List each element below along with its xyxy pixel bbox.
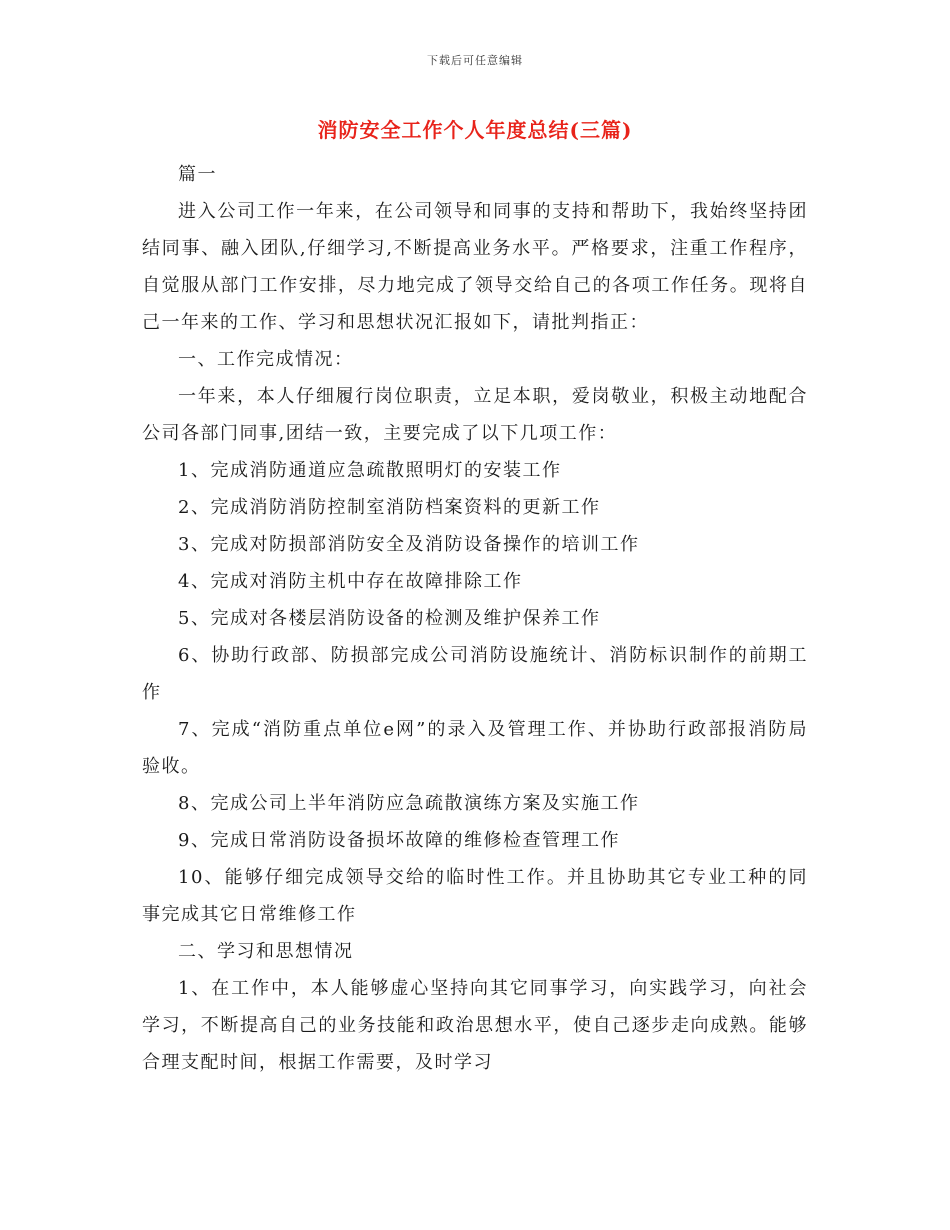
work-item-9: 9、完成日常消防设备损坏故障的维修检查管理工作	[178, 830, 620, 851]
document-title: 消防安全工作个人年度总结(三篇)	[317, 118, 633, 142]
work-item-6: 6、协助行政部、防损部完成公司消防设施统计、消防标识制作的前期工作	[142, 645, 808, 703]
work-item-3: 3、完成对防损部消防安全及消防设备操作的培训工作	[178, 534, 640, 555]
work-item-4: 4、完成对消防主机中存在故障排除工作	[178, 571, 523, 592]
work-item-2: 2、完成消防消防控制室消防档案资料的更新工作	[178, 497, 601, 518]
work-item-8: 8、完成公司上半年消防应急疏散演练方案及实施工作	[178, 793, 640, 814]
work-item-7: 7、完成“消防重点单位e网”的录入及管理工作、并协助行政部报消防局验收。	[142, 719, 808, 777]
work-item-5: 5、完成对各楼层消防设备的检测及维护保养工作	[178, 608, 601, 629]
work-item-10: 10、能够仔细完成领导交给的临时性工作。并且协助其它专业工种的同事完成其它日常维修工作	[142, 867, 808, 925]
intro-paragraph: 进入公司工作一年来，在公司领导和同事的支持和帮助下，我始终坚持团结同事、融入团队,仔细学习,不断提高业务水平。严格要求，注重工作程序，自觉服从部门工作安排，尽力地完成了领导交给自己的各项工作任务。现将自己一年来的工作、学习和思想状况汇报如下，请批判指正：	[142, 201, 808, 333]
work-item-1: 1、完成消防通道应急疏散照明灯的安装工作	[178, 460, 562, 481]
section-heading-part-one: 篇一	[178, 164, 217, 185]
section-heading-work: 一、工作完成情况：	[178, 349, 354, 370]
document-body	[142, 156, 808, 1081]
work-summary-paragraph: 一年来，本人仔细履行岗位职责，立足本职，爱岗敬业，积极主动地配合公司各部门同事,团结一致，主要完成了以下几项工作：	[142, 386, 808, 444]
study-item-1: 1、在工作中，本人能够虚心坚持向其它同事学习，向实践学习，向社会学习，不断提高自己的业务技能和政治思想水平，使自己逐步走向成熟。能够合理支配时间，根据工作需要，及时学习	[142, 978, 808, 1073]
header-note: 下载后可任意编辑	[427, 54, 523, 67]
section-heading-study: 二、学习和思想情况	[178, 941, 354, 962]
